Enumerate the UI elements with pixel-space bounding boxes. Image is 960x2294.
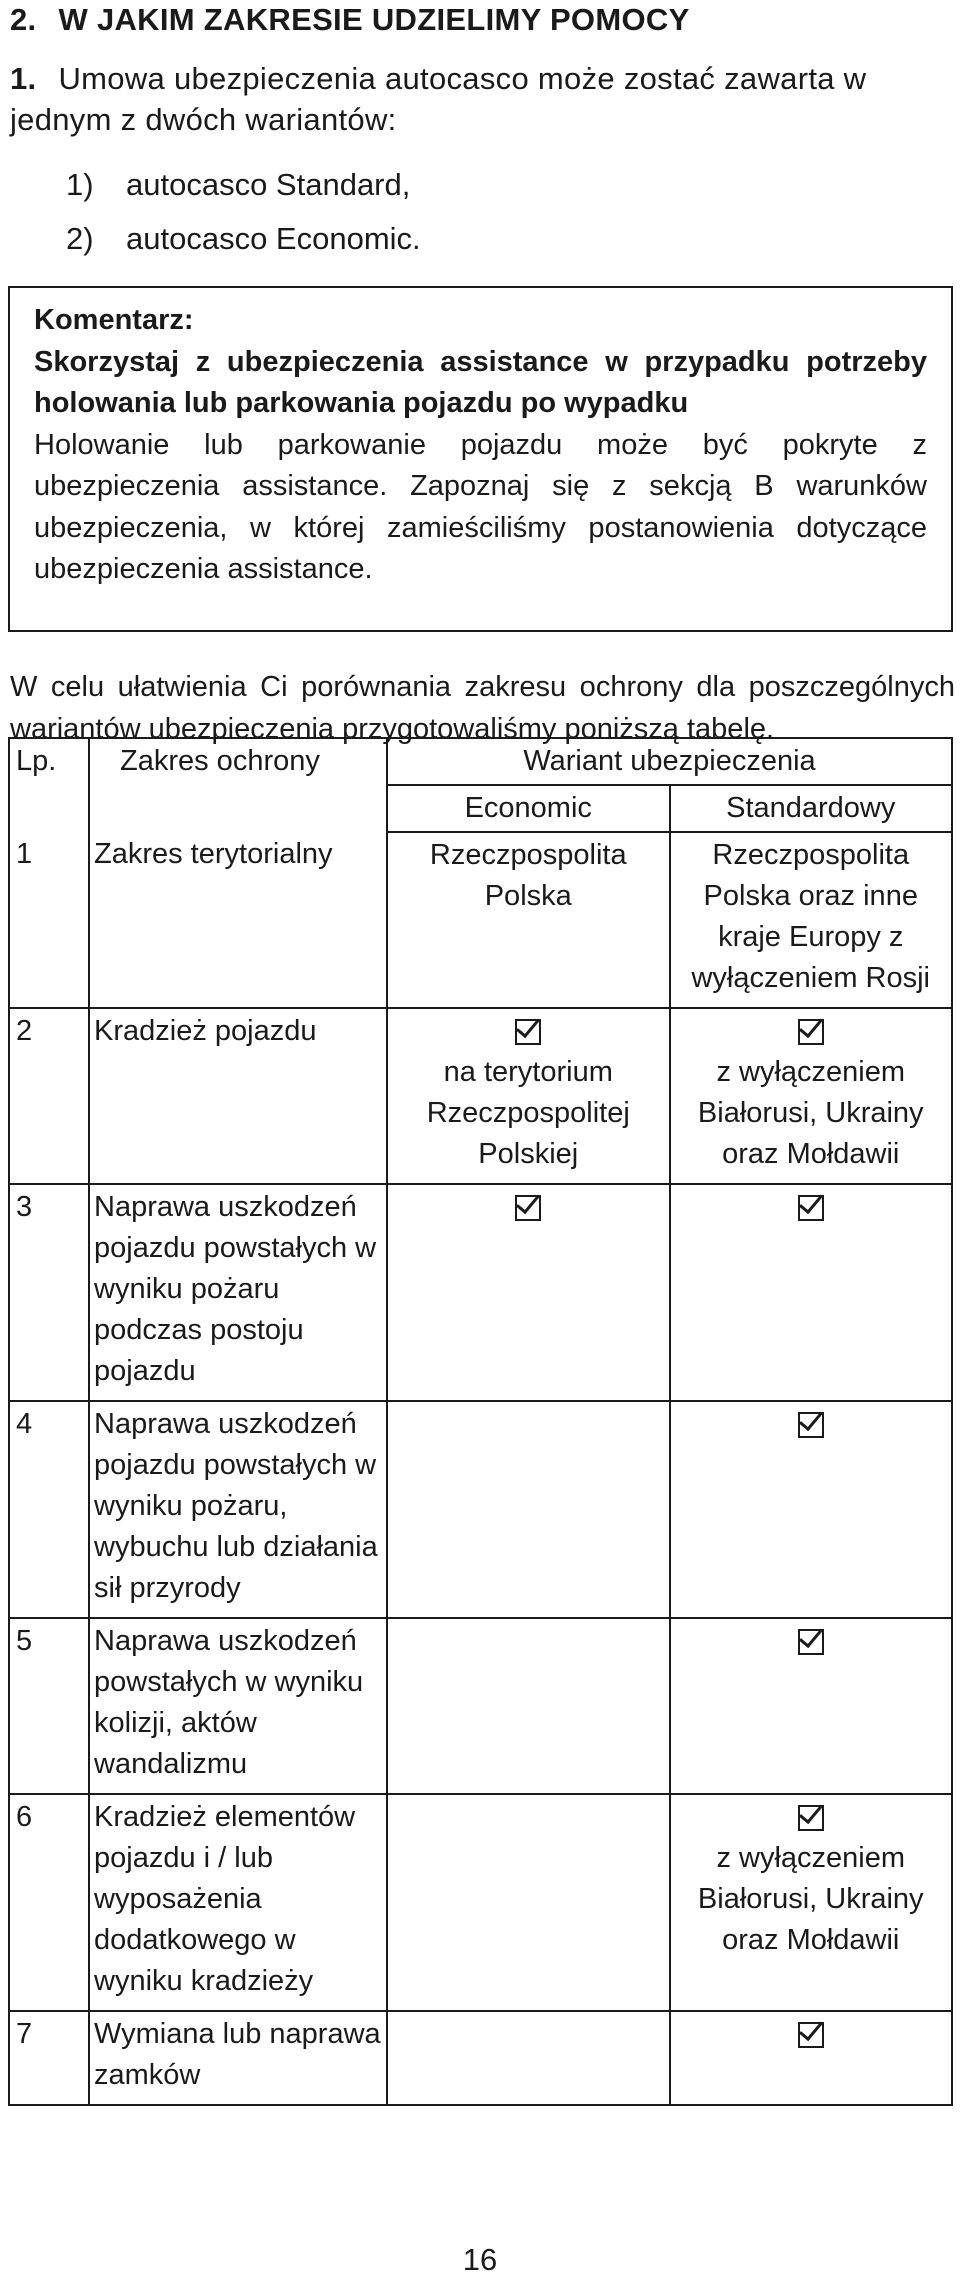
row-economic [387, 2011, 670, 2105]
clause-text: Umowa ubezpieczenia autocasco może zostać zawarta w jednym z dwóch wariantów: [10, 61, 867, 137]
table-row [9, 1794, 952, 2011]
variant-number: 2) [66, 221, 94, 256]
section-title: W JAKIM ZAKRESIE UDZIELIMY POMOCY [58, 2, 690, 37]
row-number: 4 [9, 1401, 89, 1618]
section-number: 2. [10, 2, 37, 37]
table-intro: W celu ułatwienia Ci porównania zakresu ochrony dla poszczególnych wariantów ubezpieczenia przygotowaliśmy poniższą tabelę. [10, 671, 955, 745]
table-row [9, 832, 952, 1008]
row-scope: Wymiana lub naprawa zamków [89, 2011, 387, 2105]
clause-number: 1. [10, 61, 37, 96]
coverage-table [8, 737, 953, 2106]
table-row [9, 1008, 952, 1184]
variant-label: autocasco Standard, [126, 167, 411, 202]
checkbox-checked-icon [798, 2022, 824, 2048]
row-standard [670, 1618, 953, 1794]
row-economic [387, 1794, 670, 2011]
header-lp: Lp. [9, 738, 89, 832]
row-number: 2 [9, 1008, 89, 1184]
row-economic-note: Rzeczpospolita Polska [429, 839, 627, 912]
row-number: 6 [9, 1794, 89, 2011]
header-standard: Standardowy [670, 785, 953, 832]
checkbox-checked-icon [515, 1019, 541, 1045]
row-scope: Naprawa uszkodzeń pojazdu powstałych w wyniku pożaru, wybuchu lub działania sił przyrody [89, 1401, 387, 1618]
row-standard [670, 1184, 953, 1401]
row-economic [387, 1401, 670, 1618]
table-row [9, 1618, 952, 1794]
row-standard [670, 1794, 953, 2011]
row-scope: Naprawa uszkodzeń pojazdu powstałych w wyniku pożaru podczas postoju pojazdu [89, 1184, 387, 1401]
checkbox-checked-icon [515, 1195, 541, 1221]
row-number: 1 [9, 832, 89, 1008]
row-scope: Naprawa uszkodzeń powstałych w wyniku kolizji, aktów wandalizmu [89, 1618, 387, 1794]
header-scope: Zakres ochrony [89, 738, 387, 832]
comment-title: Komentarz: [34, 304, 194, 336]
row-number: 7 [9, 2011, 89, 2105]
row-economic [387, 1008, 670, 1184]
comment-lead: Skorzystaj z ubezpieczenia assistance w przypadku potrzeby holowania lub parkowania pojazdu po wypadku [34, 345, 927, 419]
table-row [9, 1184, 952, 1401]
row-number: 5 [9, 1618, 89, 1794]
row-standard-note: Rzeczpospolita Polska oraz inne kraje Europy z wyłączeniem Rosji [691, 839, 930, 994]
checkbox-checked-icon [798, 1805, 824, 1831]
row-economic [387, 1184, 670, 1401]
row-standard [670, 1401, 953, 1618]
row-economic [387, 1618, 670, 1794]
row-number: 3 [9, 1184, 89, 1401]
row-standard [670, 1008, 953, 1184]
checkbox-checked-icon [798, 1629, 824, 1655]
row-scope: Zakres terytorialny [89, 832, 387, 1008]
row-standard [670, 832, 953, 1008]
comment-body: Holowanie lub parkowanie pojazdu może być pokryte z ubezpieczenia assistance. Zapoznaj się z sekcją B warunków ubezpieczenia, w której zamieściliśmy postanowienia dotyczące ubezpieczenia assistance. [34, 428, 927, 585]
checkbox-checked-icon [798, 1412, 824, 1438]
table-row [9, 1401, 952, 1618]
row-standard-note: z wyłączeniem Białorusi, Ukrainy oraz Mołdawii [697, 1056, 924, 1170]
variant-list [66, 158, 421, 266]
page-number: 16 [462, 2242, 498, 2277]
section-heading [10, 2, 690, 38]
header-variant: Wariant ubezpieczenia [387, 738, 952, 785]
row-standard-note: z wyłączeniem Białorusi, Ukrainy oraz Mołdawii [697, 1842, 924, 1956]
comment-box [8, 286, 953, 632]
row-scope: Kradzież pojazdu [89, 1008, 387, 1184]
row-scope: Kradzież elementów pojazdu i / lub wyposażenia dodatkowego w wyniku kradzieży [89, 1794, 387, 2011]
variant-item [66, 212, 421, 266]
checkbox-checked-icon [798, 1195, 824, 1221]
checkbox-checked-icon [798, 1019, 824, 1045]
clause-1 [10, 58, 955, 140]
row-economic-note: na terytorium Rzeczpospolitej Polskiej [426, 1056, 630, 1170]
header-economic: Economic [387, 785, 670, 832]
variant-number: 1) [66, 167, 94, 202]
variant-item [66, 158, 421, 212]
variant-label: autocasco Economic. [126, 221, 421, 256]
row-economic [387, 832, 670, 1008]
table-row [9, 2011, 952, 2105]
row-standard [670, 2011, 953, 2105]
